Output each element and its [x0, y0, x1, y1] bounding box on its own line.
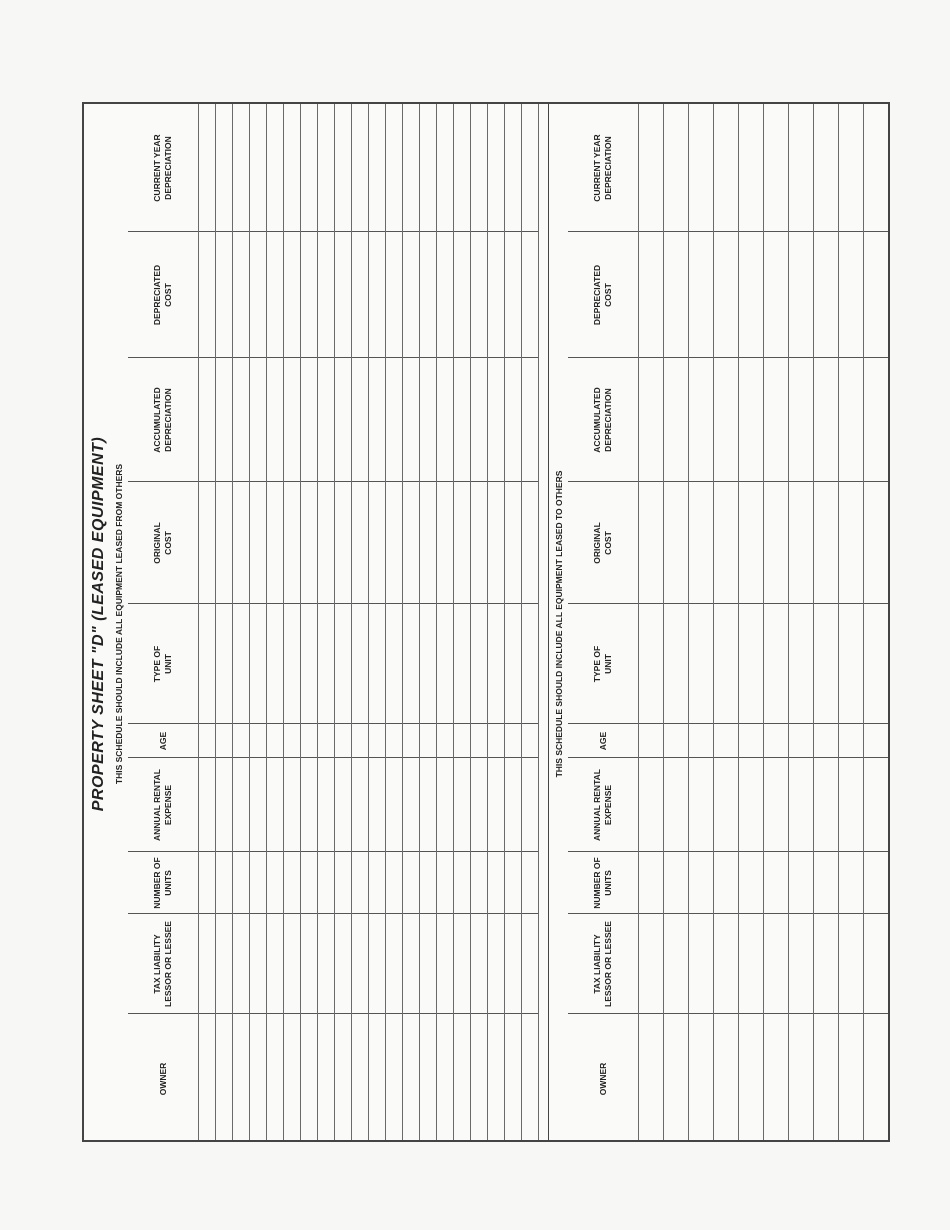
from-others-col-header-number-of-units — [128, 852, 198, 914]
entry-row-rule — [838, 104, 839, 1142]
entry-row-rule — [215, 104, 216, 1142]
column-header-label: NUMBER OF UNITS — [152, 857, 173, 909]
column-header-label: DEPRECIATED COST — [152, 264, 173, 326]
to-others-col-header-accumulated-depreciation — [568, 358, 638, 482]
column-header-label: ANNUAL RENTAL EXPENSE — [152, 769, 173, 841]
column-divider — [568, 757, 888, 758]
entry-row-rule — [368, 104, 369, 1142]
to-others-col-header-current-year-depreciation — [568, 104, 638, 232]
entry-row-rule — [266, 104, 267, 1142]
column-divider — [128, 603, 538, 604]
entry-row-rule — [713, 104, 714, 1142]
entry-row-rule — [385, 104, 386, 1142]
to-others-col-header-annual-rental-expense — [568, 758, 638, 852]
column-header-label: TYPE OF UNIT — [592, 645, 613, 683]
column-header-label: OWNER — [597, 1062, 608, 1096]
entry-row-rule — [663, 104, 664, 1142]
column-divider — [128, 481, 538, 482]
column-header-label: ORIGINAL COST — [152, 522, 173, 564]
column-header-label: TAX LIABILITY LESSOR OR LESSEE — [592, 921, 613, 1007]
header-rule — [198, 104, 199, 1142]
column-header-label: TAX LIABILITY LESSOR OR LESSEE — [152, 921, 173, 1007]
entry-row-rule — [813, 104, 814, 1142]
section-1-note: THIS SCHEDULE SHOULD INCLUDE ALL EQUIPMENT LEASED FROM OTHERS — [114, 463, 124, 785]
column-divider — [568, 913, 888, 914]
from-others-col-header-owner — [128, 1014, 198, 1142]
from-others-col-header-depreciated-cost — [128, 232, 198, 358]
column-header-label: NUMBER OF UNITS — [592, 857, 613, 909]
column-header-label: DEPRECIATED COST — [592, 264, 613, 326]
from-others-col-header-original-cost — [128, 482, 198, 604]
entry-row-rule — [232, 104, 233, 1142]
from-others-col-header-current-year-depreciation — [128, 104, 198, 232]
entry-row-rule — [419, 104, 420, 1142]
from-others-col-header-annual-rental-expense — [128, 758, 198, 852]
column-header-label: CURRENT YEAR DEPRECIATION — [152, 134, 173, 202]
column-header-label: OWNER — [157, 1062, 168, 1096]
from-others-col-header-tax-liability — [128, 914, 198, 1014]
entry-row-rule — [487, 104, 488, 1142]
entry-row-rule — [521, 104, 522, 1142]
section-2-note: THIS SCHEDULE SHOULD INCLUDE ALL EQUIPMENT LEASED TO OTHERS — [554, 470, 564, 778]
column-header-label: ORIGINAL COST — [592, 522, 613, 564]
column-divider — [568, 851, 888, 852]
entry-row-rule — [504, 104, 505, 1142]
entry-row-rule — [538, 104, 539, 1142]
column-divider — [568, 481, 888, 482]
property-sheet-form — [82, 102, 890, 1142]
column-header-label: CURRENT YEAR DEPRECIATION — [592, 134, 613, 202]
entry-row-rule — [249, 104, 250, 1142]
entry-row-rule — [334, 104, 335, 1142]
column-header-label: ANNUAL RENTAL EXPENSE — [592, 769, 613, 841]
entry-row-rule — [402, 104, 403, 1142]
form-title: PROPERTY SHEET "D" (LEASED EQUIPMENT) — [90, 436, 107, 812]
from-others-col-header-type-of-unit — [128, 604, 198, 724]
entry-row-rule — [738, 104, 739, 1142]
entry-row-rule — [300, 104, 301, 1142]
column-header-label: ACCUMULATED DEPRECIATION — [592, 387, 613, 453]
from-others-col-header-accumulated-depreciation — [128, 358, 198, 482]
to-others-col-header-type-of-unit — [568, 604, 638, 724]
column-divider — [128, 757, 538, 758]
entry-row-rule — [688, 104, 689, 1142]
leased-from-others-table — [128, 104, 538, 1142]
to-others-col-header-original-cost — [568, 482, 638, 604]
to-others-col-header-age — [568, 724, 638, 758]
column-divider — [128, 913, 538, 914]
column-divider — [568, 1013, 888, 1014]
entry-row-rule — [351, 104, 352, 1142]
from-others-col-header-age — [128, 724, 198, 758]
column-header-label: AGE — [157, 731, 168, 751]
column-divider — [568, 723, 888, 724]
entry-row-rule — [470, 104, 471, 1142]
column-header-label: AGE — [597, 731, 608, 751]
column-divider — [128, 851, 538, 852]
section-divider — [548, 104, 549, 1142]
column-divider — [128, 231, 538, 232]
entry-row-rule — [453, 104, 454, 1142]
entry-row-rule — [317, 104, 318, 1142]
column-divider — [128, 723, 538, 724]
column-header-label: TYPE OF UNIT — [152, 645, 173, 683]
column-header-label: ACCUMULATED DEPRECIATION — [152, 387, 173, 453]
column-divider — [568, 231, 888, 232]
entry-row-rule — [863, 104, 864, 1142]
entry-row-rule — [888, 104, 889, 1142]
to-others-col-header-owner — [568, 1014, 638, 1142]
column-divider — [568, 357, 888, 358]
to-others-col-header-depreciated-cost — [568, 232, 638, 358]
entry-row-rule — [436, 104, 437, 1142]
to-others-col-header-number-of-units — [568, 852, 638, 914]
column-divider — [568, 603, 888, 604]
column-divider — [128, 357, 538, 358]
header-rule — [638, 104, 639, 1142]
entry-row-rule — [763, 104, 764, 1142]
rotated-form-canvas — [84, 104, 890, 1142]
to-others-col-header-tax-liability — [568, 914, 638, 1014]
entry-row-rule — [283, 104, 284, 1142]
column-divider — [128, 1013, 538, 1014]
leased-to-others-table — [568, 104, 890, 1142]
entry-row-rule — [788, 104, 789, 1142]
